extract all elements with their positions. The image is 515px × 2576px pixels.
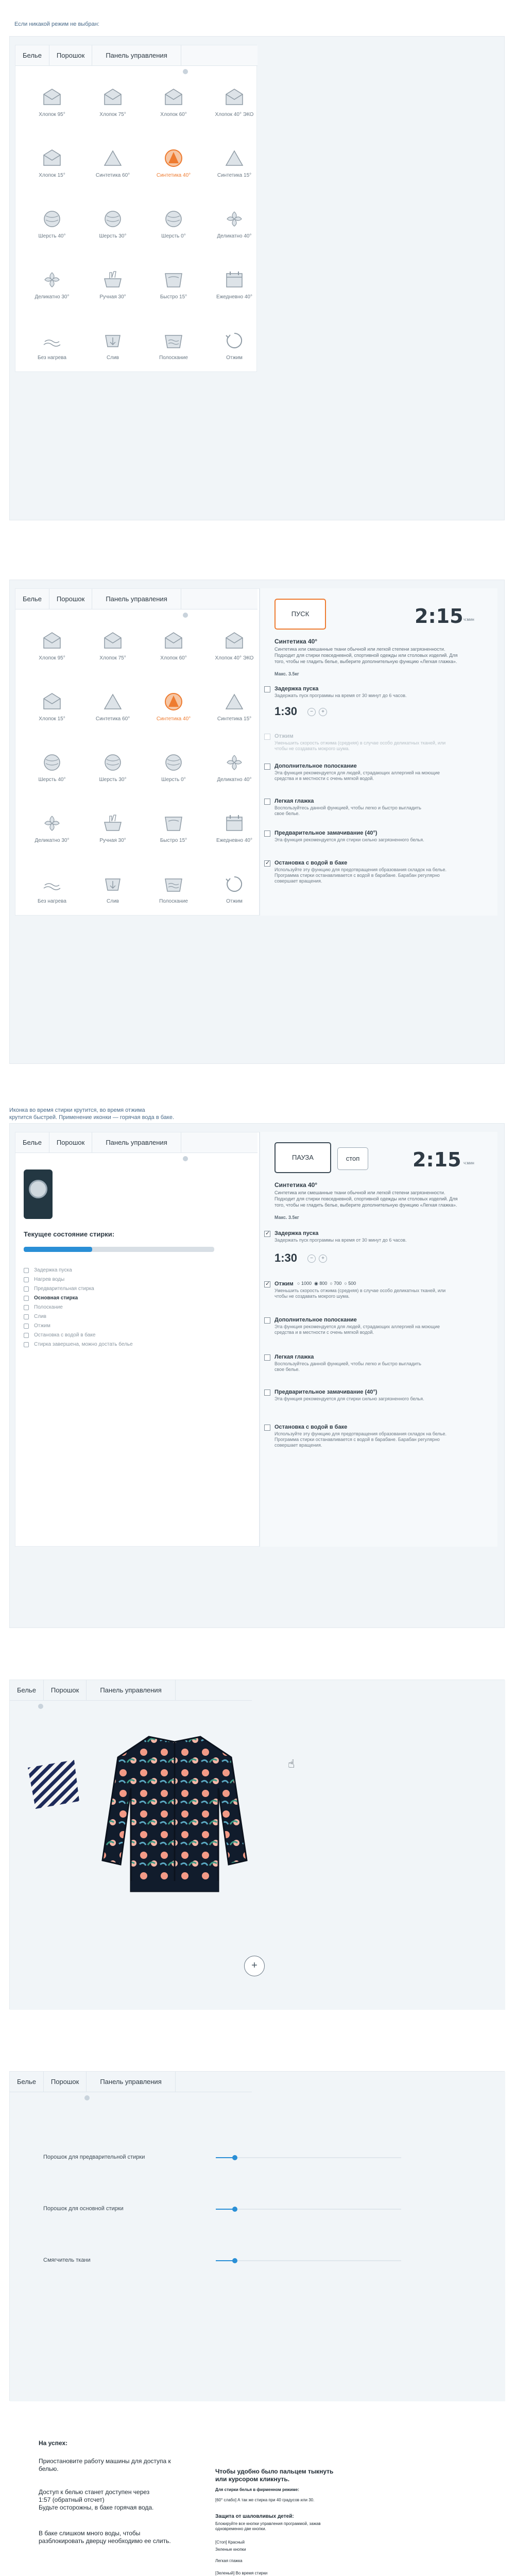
washer-screen-5	[10, 2072, 505, 2401]
rinse-hold-checkbox[interactable]	[264, 860, 270, 867]
tab-indicator	[183, 1156, 188, 1161]
delay-title: Задержка пуска	[274, 686, 319, 692]
cotton-icon	[42, 691, 62, 712]
stage-icon	[24, 1342, 29, 1347]
tab-bar	[15, 1132, 258, 1153]
program-label: Хлопок 75°	[99, 655, 126, 661]
tab-powder[interactable]: Порошок	[49, 1132, 92, 1153]
stage-label: Полоскание	[34, 1304, 63, 1310]
program-tile[interactable]	[22, 200, 82, 261]
program-title: Синтетика 40°	[274, 638, 318, 645]
program-tile[interactable]	[143, 866, 204, 926]
program-label: Хлопок 95°	[39, 655, 65, 661]
slider-knob[interactable]	[232, 2207, 237, 2212]
program-tile[interactable]	[22, 622, 82, 683]
program-tile[interactable]	[143, 322, 204, 383]
rinse-icon	[163, 330, 184, 351]
stage-label: Слив	[34, 1314, 46, 1319]
control-sidebar	[260, 588, 497, 916]
program-label: Деликатно 40°	[217, 777, 252, 783]
cotton-icon	[163, 631, 184, 651]
program-tile[interactable]	[82, 200, 143, 261]
extra-rinse-desc: Эта функция рекомендуется для людей, страдающих аллергией на моющие средства и в местности с очень мягкой водой.	[274, 770, 440, 781]
wool-icon	[42, 752, 62, 773]
program-label: Шерсть 0°	[161, 777, 186, 783]
help-right-blue: Легкая глажка	[215, 2558, 243, 2563]
synthetic-icon	[163, 148, 184, 168]
help-right-sub: Защита от шаловливых детей:	[215, 2514, 294, 2519]
note-no-program: Если никакой режим не выбран:	[14, 21, 99, 27]
stage-icon	[24, 1333, 29, 1338]
help-title: На успех:	[39, 2439, 68, 2447]
tab-control-panel[interactable]: Панель управления	[87, 1680, 175, 1701]
program-title: Синтетика 40°	[274, 1181, 318, 1189]
cotton-icon	[42, 87, 62, 108]
rinse-hold-title: Остановка с водой в баке	[274, 860, 348, 866]
wool-icon	[163, 752, 184, 773]
wool-icon	[42, 209, 62, 229]
easy-iron-checkbox[interactable]	[264, 799, 270, 805]
stage-label: Стирка завершена, можно достать белье	[34, 1342, 133, 1347]
stage-icon	[24, 1314, 29, 1319]
program-tile[interactable]	[82, 683, 143, 744]
program-tile[interactable]	[22, 744, 82, 805]
stage-icon	[24, 1324, 29, 1329]
cotton-icon	[102, 631, 123, 651]
prewash-title: Предварительное замачивание (40°)	[274, 1389, 377, 1395]
stage-icon	[24, 1277, 29, 1282]
delay-increase-button[interactable]: +	[319, 708, 327, 716]
hand-wash-icon	[102, 813, 123, 834]
slider-fill	[216, 2260, 234, 2261]
no-heat-icon	[42, 330, 62, 351]
program-tile[interactable]	[82, 322, 143, 383]
slider-fill	[216, 2157, 234, 2158]
program-description: Синтетика или смешанные ткани обычной или легкой степени загрязненности. Подходит для стирки повседневной, спортивной одежды или столовых изделий. Для того, чтобы не гладить белье, выберите дополнительную функцию «Легкая глажка».	[274, 647, 458, 664]
program-tile[interactable]	[82, 622, 143, 683]
prewash-checkbox[interactable]	[264, 831, 270, 837]
tab-control-panel[interactable]: Панель управления	[87, 2072, 175, 2092]
tab-linen[interactable]: Белье	[15, 589, 49, 609]
note-hot-water: крутится быстрей. Применение иконки — горячая вода в баке.	[9, 1114, 174, 1121]
program-label: Шерсть 30°	[99, 233, 127, 239]
cotton-icon	[102, 87, 123, 108]
program-label: Деликатно 30°	[35, 294, 70, 300]
program-tile[interactable]	[22, 79, 82, 140]
quick-icon	[163, 269, 184, 290]
extra-rinse-title: Дополнительное полоскание	[274, 763, 357, 769]
timer-display: 2:15	[415, 605, 464, 628]
cotton-icon	[42, 631, 62, 651]
note-icon-spin: Иконка во время стирки крутится, во время отжима	[9, 1107, 145, 1113]
stage-label: Нагрев воды	[34, 1277, 65, 1282]
synthetic-icon	[102, 691, 123, 712]
stop-button[interactable]: стоп	[337, 1147, 368, 1170]
program-label: Шерсть 0°	[161, 233, 186, 239]
tab-linen[interactable]: Белье	[15, 1132, 49, 1153]
rinse-hold-desc: Используйте эту функцию для предотвращения образования складок на белье. Программа стирки останавливается с водой в барабане. Барабан регулярно совершает вращения.	[274, 867, 447, 884]
rinse-hold-desc: Используйте эту функцию для предотвращения образования складок на белье. Программа стирки останавливается с водой в барабане. Барабан регулярно совершает вращения.	[274, 1431, 447, 1448]
delicate-icon	[42, 813, 62, 834]
program-label: Хлопок 60°	[160, 655, 187, 661]
spin-values: ○ 1000 ◉ 800 ○ 700 ○ 500	[297, 1281, 356, 1286]
stage-label: Задержка пуска	[34, 1267, 72, 1273]
program-label: Полоскание	[159, 899, 188, 904]
program-label: Хлопок 40° ЭКО	[215, 112, 254, 117]
striped-cloth-image[interactable]	[25, 1757, 82, 1814]
spin-800[interactable]: 800	[319, 1281, 328, 1286]
program-label: Отжим	[226, 355, 243, 361]
program-label: Без нагрева	[38, 899, 66, 904]
spin-desc: Уменьшить скорость отжима (средняя) в случае особо деликатных тканей, или чтобы не создавать мокрого шума.	[274, 1288, 446, 1299]
slider-knob[interactable]	[232, 2258, 237, 2263]
program-label: Полоскание	[159, 355, 188, 361]
cotton-icon	[42, 148, 62, 168]
delicate-icon	[224, 752, 245, 773]
program-label: Синтетика 40°	[156, 716, 191, 722]
easy-iron-checkbox[interactable]	[264, 1354, 270, 1361]
prewash-desc: Эта функция рекомендуется для стирки сильно загрязненного белья.	[274, 1396, 424, 1401]
program-tile[interactable]	[204, 805, 265, 866]
spin-icon	[224, 330, 245, 351]
control-sidebar	[260, 1132, 497, 1547]
tab-control-panel[interactable]: Панель управления	[92, 45, 181, 66]
program-tile[interactable]	[82, 79, 143, 140]
program-label: Слив	[107, 899, 119, 904]
program-label: Ежедневно 40°	[216, 294, 252, 300]
add-item-button[interactable]: +	[244, 1956, 265, 1976]
spin-500[interactable]: 500	[348, 1281, 356, 1286]
program-tile[interactable]	[204, 261, 265, 322]
program-description: Синтетика или смешанные ткани обычной или легкой степени загрязненности. Подходит для стирки повседневной, спортивной одежды или столовых изделий. Для того, чтобы не гладить белье, выберите дополнительную функцию «Легкая глажка».	[274, 1190, 458, 1208]
delay-checkbox[interactable]	[264, 1231, 270, 1237]
help-right-green: [Зеленый] Во время стирки	[215, 2571, 268, 2575]
delay-checkbox[interactable]	[264, 686, 270, 692]
help-access-c: Будьте осторожны, в баке горячая вода.	[39, 2504, 154, 2511]
delay-desc: Задержать пуск программы на время от 30 минут до 6 часов.	[274, 1238, 407, 1243]
status-title: Текущее состояние стирки:	[24, 1230, 115, 1238]
program-tile[interactable]	[143, 200, 204, 261]
cotton-eco-icon	[224, 631, 245, 651]
program-tile[interactable]	[204, 866, 265, 926]
program-label: Шерсть 40°	[38, 777, 66, 783]
help-right-title: Чтобы удобно было пальцем тыкнуть или курсором кликнуть.	[215, 2468, 334, 2483]
tab-bar	[10, 2072, 252, 2092]
tab-powder[interactable]: Порошок	[49, 589, 92, 609]
panel-program-selected	[9, 580, 505, 1064]
stage-label: Предварительная стирка	[34, 1286, 94, 1292]
delicate-icon	[224, 209, 245, 229]
program-label: Хлопок 15°	[39, 716, 65, 722]
program-tile[interactable]	[204, 200, 265, 261]
cotton-icon	[163, 87, 184, 108]
main-powder-label: Порошок для основной стирки	[43, 2206, 124, 2212]
daily-icon	[224, 813, 245, 834]
extra-rinse-title: Дополнительное полоскание	[274, 1317, 357, 1323]
help-right-sub-desc: Блокируйте все кнопки управления программой, зажав одновременно две кнопки.	[215, 2521, 321, 2531]
tab-bar	[10, 1680, 252, 1701]
jacket-image[interactable]	[97, 1726, 252, 1902]
slider-knob[interactable]	[232, 2155, 237, 2160]
progress-fill	[24, 1247, 92, 1252]
delay-desc: Задержать пуск программы на время от 30 минут до 6 часов.	[274, 693, 407, 698]
stage-label: Остановка с водой в баке	[34, 1332, 96, 1338]
prewash-title: Предварительное замачивание (40°)	[274, 830, 377, 836]
program-tile[interactable]	[143, 744, 204, 805]
easy-iron-title: Легкая глажка	[274, 1354, 314, 1360]
spin-checkbox[interactable]	[264, 1281, 270, 1287]
program-tile[interactable]	[204, 744, 265, 805]
program-label: Деликатно 40°	[217, 233, 252, 239]
panel-linen	[9, 1680, 505, 2009]
help-right-red2: Зеленые кнопки	[215, 2547, 246, 2552]
tab-indicator	[183, 69, 188, 74]
spin-checkbox[interactable]	[264, 734, 270, 740]
main-powder-slider[interactable]	[216, 2209, 401, 2210]
tab-bar	[15, 589, 258, 609]
tab-control-panel[interactable]: Панель управления	[92, 589, 181, 609]
tab-powder[interactable]: Порошок	[49, 45, 92, 66]
wool-icon	[102, 752, 123, 773]
wool-icon	[102, 209, 123, 229]
prewash-powder-label: Порошок для предварительной стирки	[43, 2154, 145, 2160]
program-label: Ручная 30°	[99, 294, 126, 300]
program-label: Синтетика 40°	[156, 173, 191, 178]
hand-cursor-icon: ☝	[288, 1757, 295, 1770]
tab-control-panel[interactable]: Панель управления	[92, 1132, 181, 1153]
program-label: Хлопок 60°	[160, 112, 187, 117]
spin-700[interactable]: 700	[334, 1281, 342, 1286]
help-drain: В баке слишком много воды, чтобы разблокировать дверцу необходимо ее слить.	[39, 2530, 171, 2545]
delay-title: Задержка пуска	[274, 1230, 319, 1236]
timer-unit: ч:мин	[464, 617, 474, 622]
program-label: Без нагрева	[38, 355, 66, 361]
delay-increase-button[interactable]: +	[319, 1255, 327, 1263]
tab-linen[interactable]: Белье	[10, 1680, 44, 1701]
panel-washing	[9, 1123, 505, 1628]
spin-icon	[224, 874, 245, 894]
program-tile[interactable]	[143, 261, 204, 322]
wash-progress-card-icon	[24, 1170, 53, 1219]
help-right-line2: [60° слабо] А так же стирка при 40 градусов или 30.	[215, 2498, 315, 2502]
program-tile[interactable]	[22, 322, 82, 383]
synthetic-icon	[224, 148, 245, 168]
washer-screen-4	[10, 1680, 505, 2010]
rinse-hold-title: Остановка с водой в баке	[274, 1424, 348, 1430]
program-max-load: Макс. 3.5кг	[274, 1215, 299, 1220]
program-tile[interactable]	[204, 79, 265, 140]
timer-display: 2:15	[413, 1148, 461, 1171]
tab-indicator	[183, 613, 188, 618]
start-button[interactable]: ПУСК	[274, 599, 326, 630]
help-right-line1: Для стирки белья в фирменном режиме:	[215, 2487, 299, 2492]
prewash-checkbox[interactable]	[264, 1389, 270, 1396]
synthetic-icon	[102, 148, 123, 168]
delay-decrease-button[interactable]: −	[307, 1255, 316, 1263]
pause-button[interactable]: ПАУЗА	[274, 1142, 331, 1173]
program-label: Синтетика 15°	[217, 716, 252, 722]
delay-decrease-button[interactable]: −	[307, 708, 316, 716]
rinse-icon	[163, 874, 184, 894]
progress-bar	[24, 1247, 214, 1252]
program-label: Деликатно 30°	[35, 838, 70, 843]
easy-iron-desc: Воспользуйтесь данной функцией, чтобы легко и быстро выгладить свое белье.	[274, 805, 421, 816]
stage-icon	[24, 1286, 29, 1292]
program-tile[interactable]	[82, 744, 143, 805]
program-tile[interactable]	[143, 140, 204, 200]
program-label: Синтетика 60°	[95, 716, 130, 722]
program-tile[interactable]	[204, 622, 265, 683]
program-tile[interactable]	[22, 140, 82, 200]
washer-screen-3	[15, 1132, 260, 1547]
softener-label: Смягчитель ткани	[43, 2257, 91, 2263]
tab-indicator	[84, 2095, 90, 2100]
tab-bar	[15, 45, 258, 66]
program-tile[interactable]	[204, 140, 265, 200]
program-tile[interactable]	[82, 140, 143, 200]
program-tile[interactable]	[22, 805, 82, 866]
panel-programs	[9, 36, 505, 520]
program-label: Синтетика 15°	[217, 173, 252, 178]
tab-powder[interactable]: Порошок	[44, 1680, 87, 1701]
program-label: Синтетика 60°	[95, 173, 130, 178]
delay-value: 1:30	[274, 705, 298, 718]
spin-1000[interactable]: 1000	[301, 1281, 312, 1286]
program-label: Слив	[107, 355, 119, 361]
program-label: Ежедневно 40°	[216, 838, 252, 843]
program-tile[interactable]	[82, 261, 143, 322]
tab-linen[interactable]: Белье	[15, 45, 49, 66]
program-label: Хлопок 15°	[39, 173, 65, 178]
program-tile[interactable]	[82, 866, 143, 926]
program-max-load: Макс. 3.5кг	[274, 671, 299, 676]
stage-label: Отжим	[34, 1323, 50, 1329]
program-tile[interactable]	[143, 805, 204, 866]
program-label: Шерсть 30°	[99, 777, 127, 783]
daily-icon	[224, 269, 245, 290]
synthetic-icon	[224, 691, 245, 712]
tab-indicator	[38, 1704, 43, 1709]
cotton-eco-icon	[224, 87, 245, 108]
easy-iron-title: Легкая глажка	[274, 798, 314, 804]
prewash-desc: Эта функция рекомендуется для стирки сильно загрязненного белья.	[274, 837, 424, 842]
help-access-b: 1:57 (обратный отсчет)	[39, 2496, 105, 2503]
program-grid	[22, 622, 265, 926]
extra-rinse-checkbox[interactable]	[264, 1317, 270, 1324]
program-tile[interactable]	[143, 622, 204, 683]
stage-icon	[24, 1305, 29, 1310]
program-tile[interactable]	[143, 79, 204, 140]
extra-rinse-checkbox[interactable]	[264, 764, 270, 770]
program-grid	[22, 79, 265, 383]
program-label: Ручная 30°	[99, 838, 126, 843]
rinse-hold-checkbox[interactable]	[264, 1425, 270, 1431]
tab-linen[interactable]: Белье	[10, 2072, 44, 2092]
panel-powder	[9, 2071, 505, 2401]
softener-slider[interactable]	[216, 2260, 401, 2261]
washer-screen-1	[15, 45, 257, 372]
stage-icon	[24, 1296, 29, 1301]
extra-rinse-desc: Эта функция рекомендуется для людей, страдающих аллергией на моющие средства и в местности с очень мягкой водой.	[274, 1324, 440, 1335]
program-label: Хлопок 40° ЭКО	[215, 655, 254, 661]
spin-title: Отжим	[274, 733, 294, 739]
help-access-a: Доступ к белью станет доступен через	[39, 2488, 150, 2496]
slider-fill	[216, 2209, 234, 2210]
delay-value: 1:30	[274, 1251, 298, 1264]
program-tile[interactable]	[204, 322, 265, 383]
spin-desc: Уменьшить скорость отжима (средняя) в случае особо деликатных тканей, или чтобы не создавать мокрого шума.	[274, 740, 446, 751]
program-label: Отжим	[226, 899, 243, 904]
stage-icon	[24, 1268, 29, 1273]
drain-icon	[102, 330, 123, 351]
program-label: Хлопок 75°	[99, 112, 126, 117]
program-label: Шерсть 40°	[38, 233, 66, 239]
wool-icon	[163, 209, 184, 229]
program-tile[interactable]	[82, 805, 143, 866]
no-heat-icon	[42, 874, 62, 894]
delicate-icon	[42, 269, 62, 290]
help-right-red: [Стоп] Красный	[215, 2540, 245, 2545]
prewash-powder-slider[interactable]	[216, 2157, 401, 2158]
program-tile[interactable]	[204, 683, 265, 744]
stage-label: Основная стирка	[34, 1295, 78, 1301]
help-pause: Приостановите работу машины для доступа к белью.	[39, 2458, 171, 2472]
program-label: Хлопок 95°	[39, 112, 65, 117]
quick-icon	[163, 813, 184, 834]
program-label: Быстро 15°	[160, 294, 187, 300]
program-tile[interactable]	[22, 866, 82, 926]
program-label: Быстро 15°	[160, 838, 187, 843]
spin-title: Отжим	[274, 1281, 294, 1287]
program-tile[interactable]	[143, 683, 204, 744]
program-tile[interactable]	[22, 261, 82, 322]
program-tile[interactable]	[22, 683, 82, 744]
hand-wash-icon	[102, 269, 123, 290]
drain-icon	[102, 874, 123, 894]
easy-iron-desc: Воспользуйтесь данной функцией, чтобы легко и быстро выгладить свое белье.	[274, 1361, 421, 1372]
washer-screen-2	[15, 588, 260, 916]
tab-powder[interactable]: Порошок	[44, 2072, 87, 2092]
timer-unit: ч:мин	[464, 1161, 474, 1165]
synthetic-icon	[163, 691, 184, 712]
